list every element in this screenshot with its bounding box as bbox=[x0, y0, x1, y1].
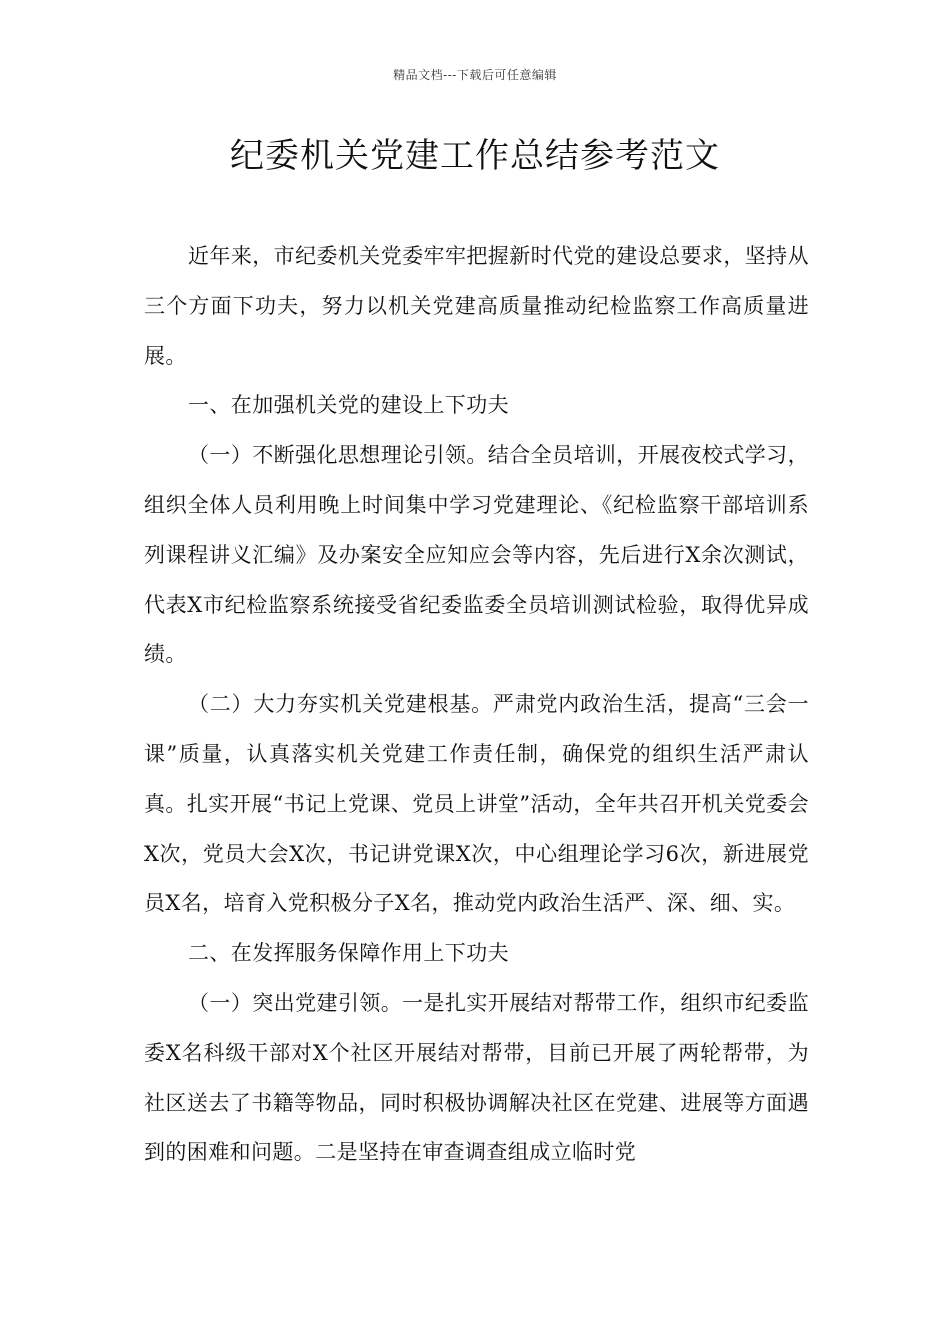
section-heading-1: 一、在加强机关党的建设上下功夫 bbox=[188, 393, 509, 418]
paragraph-intro: 近年来，市纪委机关党委牢牢把握新时代党的建设总要求，坚持从三个方面下功夫，努力以机关党建高质量推动纪检监察工作高质量进展。 bbox=[144, 244, 809, 368]
document-body bbox=[144, 232, 809, 1178]
header-note: 精品文档---下载后可任意编辑 bbox=[393, 68, 557, 82]
paragraph-2-1: （一）突出党建引领。一是扎实开展结对帮带工作，组织市纪委监委X名科级干部对X个社区开展结对帮带，目前已开展了两轮帮带，为社区送去了书籍等物品，同时积极协调解决社区在党建、进展等方面遇到的困难和问题。二是坚持在审查调查组成立临时党 bbox=[144, 990, 809, 1165]
section-heading-2: 二、在发挥服务保障作用上下功夫 bbox=[188, 941, 509, 966]
paragraph-1-1: （一）不断强化思想理论引领。结合全员培训，开展夜校式学习，组织全体人员利用晚上时间集中学习党建理论、《纪检监察干部培训系列课程讲义汇编》及办案安全应知应会等内容，先后进行X余次测试，代表X市纪检监察系统接受省纪委监委全员培训测试检验，取得优异成绩。 bbox=[144, 443, 809, 667]
paragraph-1-2: （二）大力夯实机关党建根基。严肃党内政治生活，提高“三会一课”质量，认真落实机关党建工作责任制，确保党的组织生活严肃认真。扎实开展“书记上党课、党员上讲堂”活动，全年共召开机关党委会X次，党员大会X次，书记讲党课X次，中心组理论学习6次，新进展党员X名，培育入党积极分子X名，推动党内政治生活严、深、细、实。 bbox=[144, 692, 809, 916]
document-title: 纪委机关党建工作总结参考范文 bbox=[230, 136, 720, 176]
